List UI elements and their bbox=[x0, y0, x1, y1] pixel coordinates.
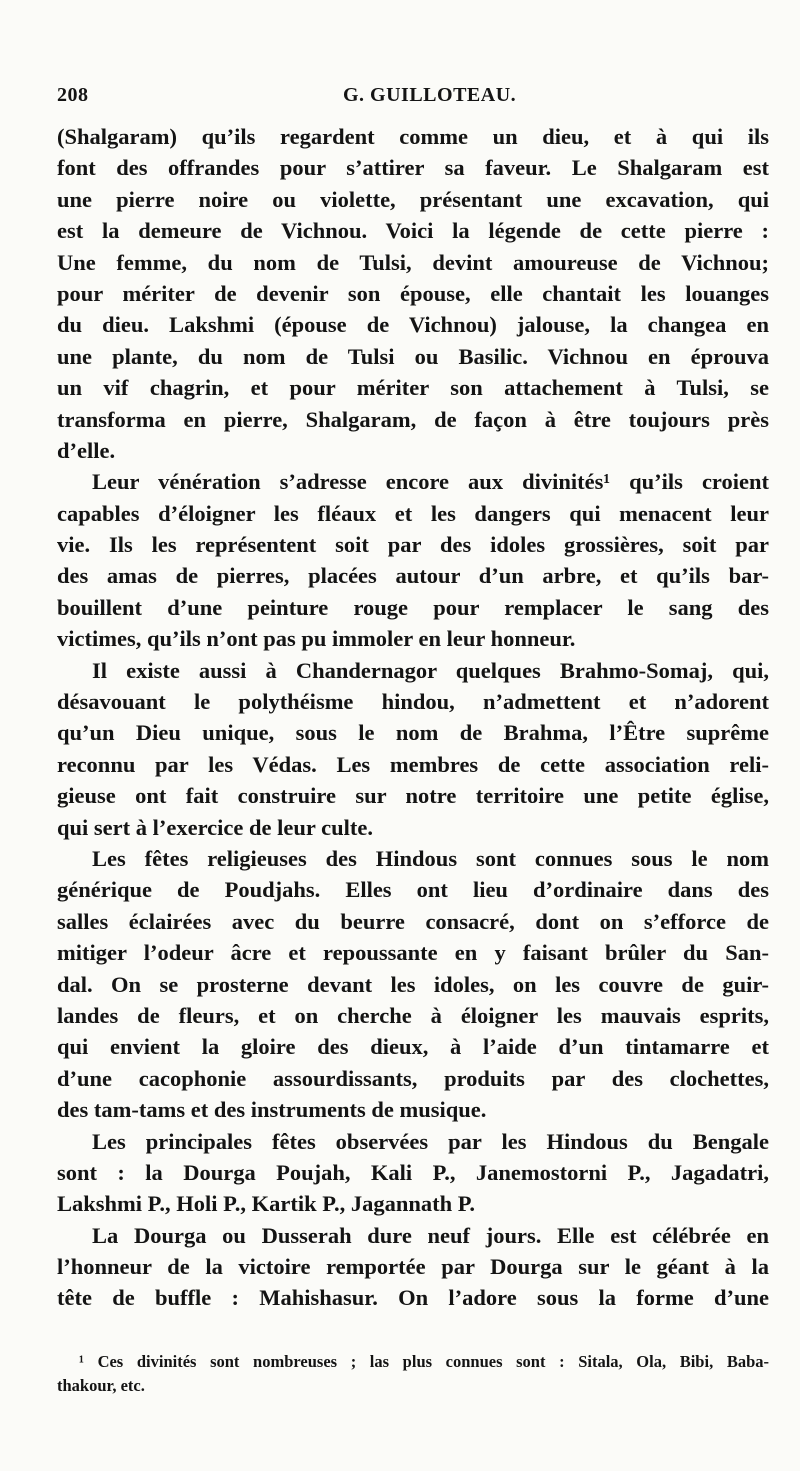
text-line: est la demeure de Vichnou. Voici la légende de cette pierre : bbox=[57, 218, 769, 244]
page-header bbox=[57, 84, 769, 114]
text-line: Il existe aussi à Chandernagor quelques Brahmo-Somaj, qui, bbox=[92, 657, 769, 683]
footnote-line: ¹ Ces divinités sont nombreuses ; las plus connues sont : Sitala, Ola, Bibi, Baba- bbox=[79, 1352, 769, 1371]
text-line: d’une cacophonie assourdissants, produits par des clochettes, bbox=[57, 1065, 769, 1091]
text-line: landes de fleurs, et on cherche à éloigner les mauvais esprits, bbox=[57, 1002, 769, 1028]
text-line: qui sert à l’exercice de leur culte. bbox=[57, 814, 373, 840]
text-line: font des offrandes pour s’attirer sa faveur. Le Shalgaram est bbox=[57, 155, 769, 181]
page-number: 208 bbox=[57, 84, 89, 106]
text-line: une plante, du nom de Tulsi ou Basilic. Vichnou en éprouva bbox=[57, 343, 769, 369]
text-line: tête de buffle : Mahishasur. On l’adore sous la forme d’une bbox=[57, 1285, 769, 1311]
text-line: Lakshmi P., Holi P., Kartik P., Jagannath P. bbox=[57, 1191, 476, 1217]
text-line: l’honneur de la victoire remportée par Dourga sur le géant à la bbox=[57, 1254, 769, 1280]
text-line: Une femme, du nom de Tulsi, devint amoureuse de Vichnou; bbox=[57, 249, 769, 275]
text-line: des tam-tams et des instruments de musique. bbox=[57, 1097, 487, 1123]
text-line: mitiger l’odeur âcre et repoussante en y faisant brûler du San- bbox=[57, 940, 769, 966]
footnote bbox=[57, 1350, 769, 1398]
text-line: victimes, qu’ils n’ont pas pu immoler en leur honneur. bbox=[57, 626, 576, 652]
running-title: G. GUILLOTEAU. bbox=[343, 84, 517, 106]
text-line: qu’un Dieu unique, sous le nom de Brahma, l’Être suprême bbox=[57, 720, 769, 746]
text-line: capables d’éloigner les fléaux et les dangers qui menacent leur bbox=[57, 500, 769, 526]
text-line: salles éclairées avec du beurre consacré, dont on s’efforce de bbox=[57, 908, 769, 934]
text-line: Leur vénération s’adresse encore aux divinités¹ qu’ils croient bbox=[92, 469, 769, 495]
text-line: vie. Ils les représentent soit par des idoles grossières, soit par bbox=[57, 532, 769, 558]
text-line: désavouant le polythéisme hindou, n’admettent et n’adorent bbox=[57, 689, 769, 715]
text-line: sont : la Dourga Poujah, Kali P., Janemostorni P., Jagadatri, bbox=[57, 1159, 769, 1185]
text-line: reconnu par les Védas. Les membres de cette association reli- bbox=[57, 751, 769, 777]
text-line: une pierre noire ou violette, présentant une excavation, qui bbox=[57, 186, 769, 212]
text-line: dal. On se prosterne devant les idoles, on les couvre de guir- bbox=[57, 971, 769, 997]
text-line: transforma en pierre, Shalgaram, de façon à être toujours près bbox=[57, 406, 769, 432]
text-line: Les fêtes religieuses des Hindous sont connues sous le nom bbox=[92, 845, 769, 871]
text-line: pour mériter de devenir son épouse, elle chantait les louanges bbox=[57, 280, 769, 306]
text-line: La Dourga ou Dusserah dure neuf jours. Elle est célébrée en bbox=[92, 1222, 769, 1248]
text-line: gieuse ont fait construire sur notre territoire une petite église, bbox=[57, 783, 769, 809]
text-line: Les principales fêtes observées par les Hindous du Bengale bbox=[92, 1128, 769, 1154]
text-line: qui envient la gloire des dieux, à l’aide d’un tintamarre et bbox=[57, 1034, 769, 1060]
text-line: un vif chagrin, et pour mériter son attachement à Tulsi, se bbox=[57, 375, 769, 401]
text-line: des amas de pierres, placées autour d’un arbre, et qu’ils bar- bbox=[57, 563, 769, 589]
text-line: d’elle. bbox=[57, 437, 116, 463]
footnote-line: thakour, etc. bbox=[57, 1376, 145, 1395]
text-line: générique de Poudjahs. Elles ont lieu d’ordinaire dans des bbox=[57, 877, 769, 903]
text-line: (Shalgaram) qu’ils regardent comme un dieu, et à qui ils bbox=[57, 124, 769, 149]
main-text bbox=[57, 121, 769, 1314]
text-line: bouillent d’une peinture rouge pour remplacer le sang des bbox=[57, 594, 769, 620]
text-line: du dieu. Lakshmi (épouse de Vichnou) jalouse, la changea en bbox=[57, 312, 769, 338]
